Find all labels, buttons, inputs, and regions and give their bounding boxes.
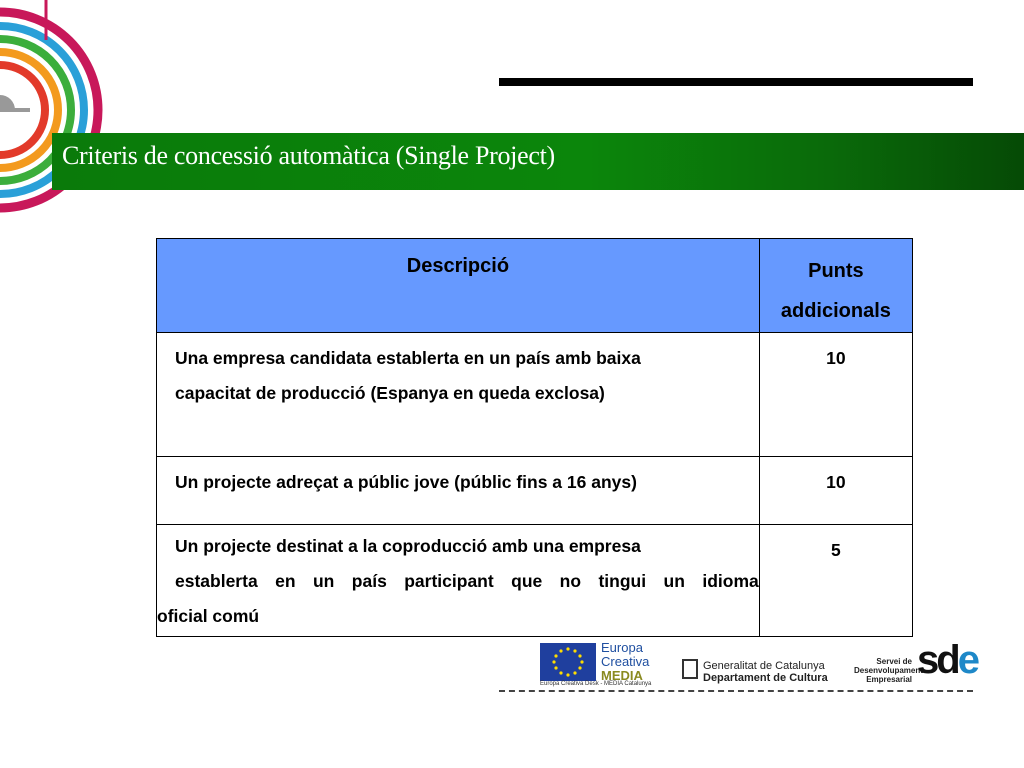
sde-label-line1: Servei de xyxy=(876,657,912,666)
points-header-line2: addicionals xyxy=(780,300,891,322)
generalitat-line2: Departament de Cultura xyxy=(703,672,828,684)
table-header-row xyxy=(157,239,913,333)
sde-label-line2: Desenvolupament xyxy=(854,666,923,675)
description-header: Descripció xyxy=(157,239,760,333)
slide-title: Criteris de concessió automàtica (Single Project) xyxy=(62,141,555,170)
description-line: Un projecte destinat a la coproducció amb una empresa xyxy=(175,536,641,556)
justified-word: un xyxy=(663,571,685,591)
row-description xyxy=(157,525,760,637)
decorative-arcs xyxy=(0,0,110,230)
europa-creativa-line3: MEDIA xyxy=(601,668,643,683)
europa-creativa-line1: Europa xyxy=(601,640,643,655)
justified-word: país xyxy=(351,571,387,591)
sde-label-line3: Empresarial xyxy=(866,675,912,684)
dashed-rule xyxy=(499,690,973,692)
row-description xyxy=(157,333,760,457)
points-header-line1: Punts xyxy=(808,260,864,282)
justified-word: que xyxy=(511,571,543,591)
criteria-table xyxy=(156,238,913,637)
table-row xyxy=(157,333,913,457)
description-line: Una empresa candidata establerta en un país amb baixa xyxy=(175,348,641,368)
top-rule xyxy=(499,78,973,86)
row-points: 5 xyxy=(759,525,912,637)
logo-strip xyxy=(499,636,977,692)
europa-creativa-subtitle: Europa Creativa Desk - MEDIA Catalunya xyxy=(540,681,652,687)
generalitat-emblem-icon xyxy=(682,659,698,679)
eu-flag-icon xyxy=(540,643,596,681)
justified-word: en xyxy=(275,571,296,591)
europa-creativa-line2: Creativa xyxy=(601,654,650,669)
table-row xyxy=(157,457,913,525)
justified-word: un xyxy=(312,571,335,591)
table-row xyxy=(157,525,913,637)
description-line: Un projecte adreçat a públic jove (públic fins a 16 anys) xyxy=(175,472,637,492)
row-points: 10 xyxy=(759,457,912,525)
points-header xyxy=(759,239,912,333)
description-line: capacitat de producció (Espanya en queda exclosa) xyxy=(175,383,605,403)
description-line-justified xyxy=(157,564,759,599)
row-description xyxy=(157,457,760,525)
justified-word: establerta xyxy=(175,571,258,591)
justified-word: idioma xyxy=(702,571,759,591)
sde-logo: sde xyxy=(917,638,977,682)
justified-word: no xyxy=(559,571,582,591)
justified-word: participant xyxy=(404,571,494,591)
generalitat-line1: Generalitat de Catalunya xyxy=(703,660,825,672)
row-points: 10 xyxy=(759,333,912,457)
description-line: oficial comú xyxy=(157,606,260,626)
justified-word: tingui xyxy=(598,571,647,591)
